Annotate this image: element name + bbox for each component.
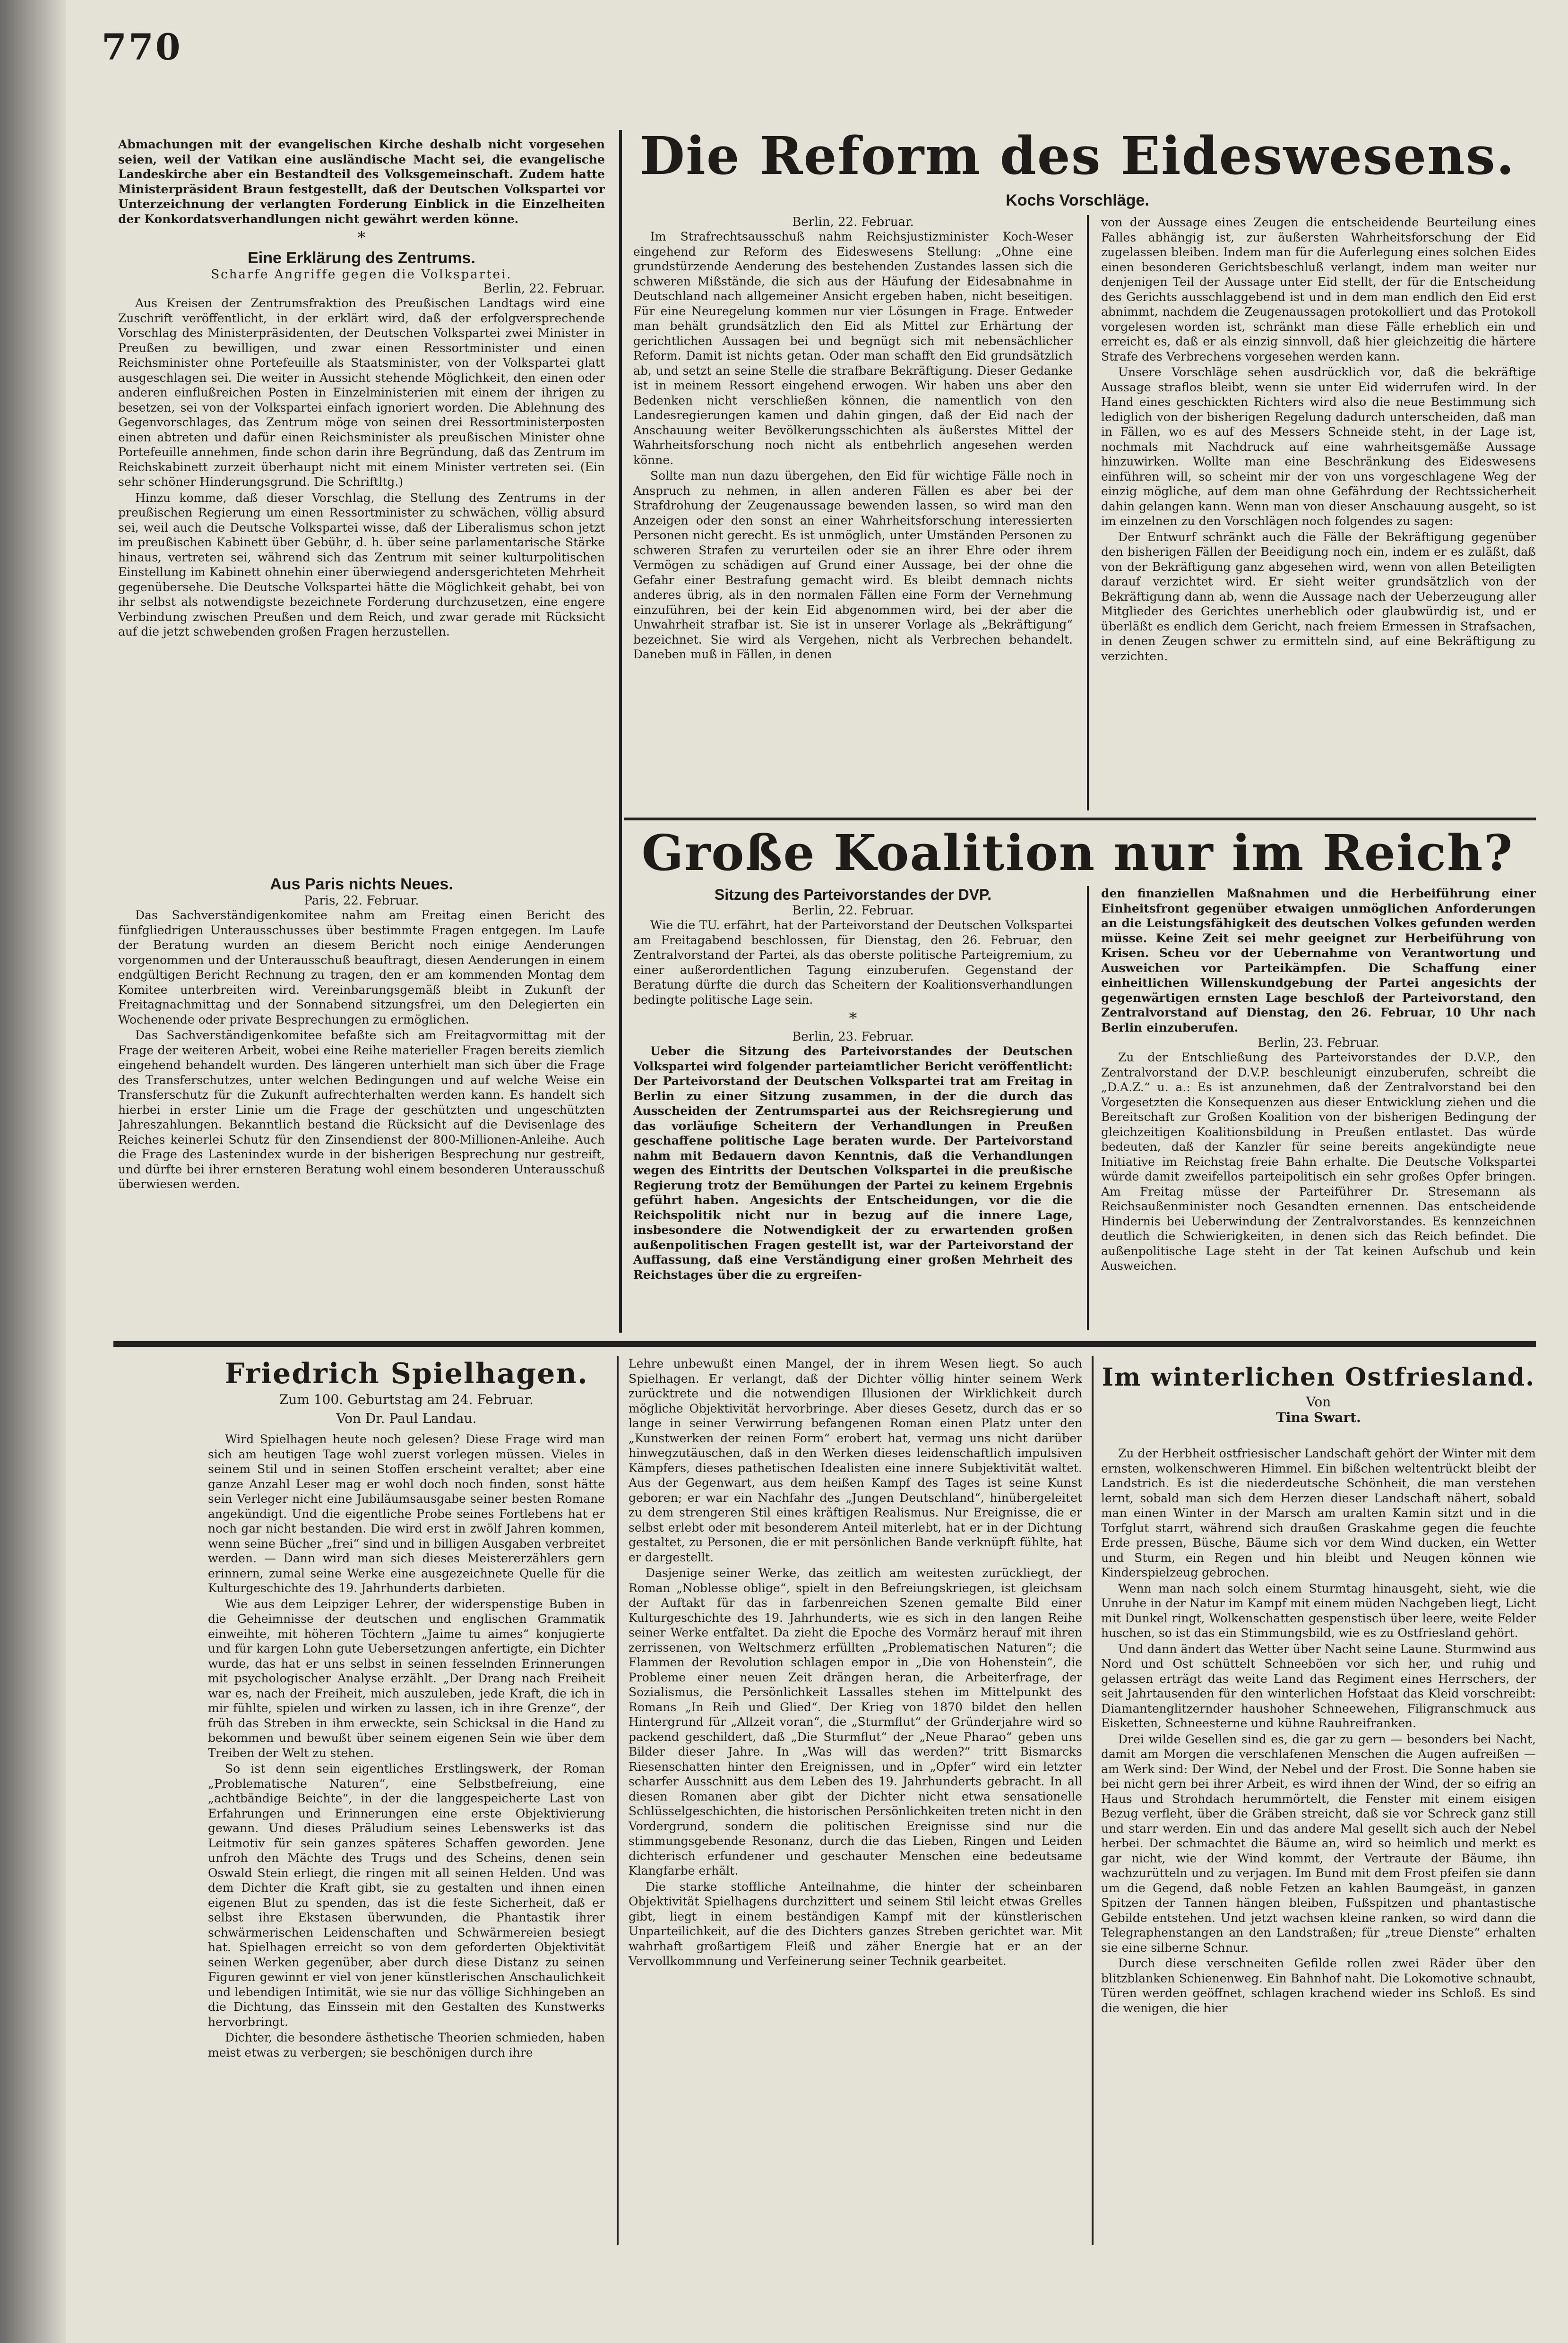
separator-star: * xyxy=(357,228,366,247)
page-number: 770 xyxy=(102,26,182,68)
ost-author: Tina Swart. xyxy=(1276,1410,1361,1425)
koal-title: Große Koalition nur im Reich? xyxy=(641,824,1514,882)
eid-body-2: von der Aussage eines Zeugen die entscheidende Beurteilung eines Falles abhängig ist, zur äußersten Wahrheitsforschung der Eid zugelassen bleiben. Indem man für die Auferlegung eines solchen Eides einen besonderen Gerichtsbeschluß verlangt, indem man weiter nur denjenigen Teil der Aussage unter Eid stellt, der für die Entscheidung des Gerichts ausschlaggebend ist und in dem man endlich den Eid erst abnimmt, nachdem die Zeugenaussagen protokolliert und das Protokoll vorgelesen worden ist, schränkt man diese Fälle erheblich ein und erreicht es, daß er als einzig sinnvoll, daß hier gleichzeitig die härtere Strafe des Verbrechens vorgesehen werden kann. Unsere Vorschläge sehen ausdrücklich vor, daß die bekräftige Aussage straflos bleibt, wenn sie unter Eid widerrufen wird. In der Hand eines geschickten Richters wird also die neue Bestimmung sich lediglich von der bisherigen Regelung dadurch unterscheiden, daß man in Fällen, wo es auf des Messers Schneide steht, in der Lage ist, nochmals mit Nachdruck auf eine wahrheitsgemäße Aussage hinzuwirken. Wollte man eine Beschränkung des Eideswesens einführen will, so scheint mir der von uns vorgeschlagene Weg der einzig mögliche, auf dem man ohne Gefährdung der Rechtssicherheit dahin gelangen kann. Wenn man von dieser Anschauung ausgeht, so ist im einzelnen zu den Vorschlägen noch folgendes zu sagen: Der Entwurf schränkt auch die Fälle der Bekräftigung gegenüber den bisherigen Fällen der Beeidigung noch ein, indem er es zuläßt, daß von der Bekräftigung ganz abgesehen wird, wenn von allen Beteiligten darauf verzichtet wird. Er sieht weiter grundsätzlich von der Bekräftigung dann ab, wenn die Aussage nach der Ueberzeugung aller Mitglieder des Gerichtes unerheblich oder glaubwürdig ist, und er überläßt es endlich dem Gericht, nach freiem Ermessen in Strafsachen, in denen Zeugen schwer zu ermitteln sind, auf eine Bekräftigung zu verzichten. xyxy=(1101,215,1536,663)
section-rule-feuilleton xyxy=(113,1341,1536,1347)
separator-star: * xyxy=(849,1009,857,1028)
spiel-body-2: Lehre unbewußt einen Mangel, der in ihrem Wesen liegt. So auch Spielhagen. Er verlangt, daß der Dichter völlig hinter seinem Werk zurücktrete und die notwendigen Illusionen der Wirklichkeit durch mögliche Objektivität hervorbringe. Aber dieses Gesetz, durch das er so lange in seiner Verwirrung befangenen Roman einen Platz unter den „Kunstwerken der reinen Form“ erobert hat, vermag uns nicht darüber hinwegzutäuschen, daß in den Werken dieses leidenschaftlich impulsiven Kämpfers, dieses pathetischen Idealisten eine innere Subjektivität waltet. Aus der Gegenwart, aus dem heißen Kampf des Tages ist seine Kunst geboren; er war ein Nachfahr des „Jungen Deutschland“, hinübergeleitet zu dem strengeren Stil eines kräftigen Realismus. Nur Ereignisse, die er selbst erlebt oder mit besonderem Anteil miterlebt, hat er in der Dichtung gestaltet, zu Personen, die er mit persönlichen Bande verknüpft fühlte, hat er dargestellt. Dasjenige seiner Werke, das zeitlich am weitesten zurückliegt, der Roman „Noblesse oblige“, spielt in den Befreiungskriegen, ist gleichsam der Auftakt für das in farbenreichen Szenen gemalte Bild einer Kulturgeschichte des 19. Jahrhunderts, wie es sich in den langen Reihe seiner Werke entfaltet. Da zieht die Epoche des Vormärz herauf mit ihren zerrissenen, von Weltschmerz erfüllten „Problematischen Naturen“; die Flammen der Revolution schlagen empor in „Die von Hohenstein“, die Probleme einer neuen Zeit drängen heran, die Arbeiterfrage, der Sozialismus, die Persönlichkeit Lassalles stehen im Mittelpunkt des Romans „In Reih und Glied“. Der Krieg von 1870 bildet den hellen Hintergrund für „Allzeit voran“, die „Sturmflut“ der Gründerjahre wird so packend geschildert, daß „Die Sturmflut“ der „Neue Pharao“ geben uns Bilder dieser Jahre. In „Was will das werden?“ tritt Bismarcks Riesenschatten hinter den Ereignissen, und in „Opfer“ wird ein letzter scharfer Ausschnitt aus dem Leben des 19. Jahrhunderts gebracht. In all diesen Romanen aber gibt der Dichter nicht etwa sensationelle Schlüsselgeschichten, die historischen Persönlichkeiten treten nicht in den Vordergrund, sondern die politischen Ereignisse sind nur die stimmungsgebende Resonanz, durch die das Lieben, Ringen und Leiden dichterisch erfundener und geschauter Menschen eine bedeutsame Klangfarbe erhält. Die starke stoffliche Anteilnahme, die hinter der scheinbaren Objektivität Spielhagens durchzittert und seinem Stil leicht etwas Grelles gibt, liegt in einem beständigen Kampf mit der künstlerischen Unparteilichkeit, auf die des Dichters ganzes Streben gerichtet war. Mit wahrhaft großartigem Fleiß und zäher Energie hat er an der Vervollkommnung und Verfeinerung seiner Technik gearbeitet. xyxy=(629,1357,1082,1968)
spiel-body-1: Wird Spielhagen heute noch gelesen? Diese Frage wird man sich am heutigen Tage wohl zuerst vorlegen müssen. Vieles in seinem Stil und in seinen Stoffen erscheint veraltet; aber eine ganze Anzahl Leser mag er wohl doch noch finden, sonst hätte sein Verleger nicht eine Jubiläumsausgabe seiner besten Romane angekündigt. Und die eigentliche Probe seines Fortlebens hat er noch gar nicht bestanden. Die wird erst in zwölf Jahren kommen, wenn seine Bücher „frei“ sind und in billigen Ausgaben verbreitet werden. — Dann wird man sich dieses Meistererzählers gern erinnern, zumal seine Werke eine ausgezeichnete Quelle für die Kulturgeschichte des 19. Jahrhunderts darbieten. Wie aus dem Leipziger Lehrer, der widerspenstige Buben in die Geheimnisse der deutschen und englischen Grammatik einweihte, mit höheren Töchtern „Jaime tu aimes“ konjugierte und für kargen Lohn gute Uebersetzungen anfertigte, ein Dichter wurde, das hat er uns selbst in seinen fesselnden Erinnerungen mit psychologischer Analyse erzählt. „Der Drang nach Freiheit war es, nach der Freiheit, mich auszuleben, jede Kraft, die ich in mir fühlte, spielen und wirken zu lassen, ich in ihre Grenze“, der früh das Streben in ihm erweckte, sein Schicksal in die Hand zu bekommen und bewußt über seinem eigenen Sein wie über dem Treiben der Welt zu stehen. So ist denn sein eigentliches Erstlingswerk, der Roman „Problematische Naturen“, eine Selbstbefreiung, eine „achtbändige Beichte“, in der die langgespeicherte Last von Erfahrungen und Erinnerungen eine erste Objektivierung gewann. Und dieses Präludium seines Lebenswerks ist das Leitmotiv für sein ganzes späteres Schaffen geworden. Jene unfroh den Mächte des Trugs und des Scheins, denen sein Oswald Stein erliegt, die ringen mit all seinen Helden. Und was dem Dichter die Kraft gibt, sie zu gestalten und ihnen einen eigenen Blut zu spenden, das ist die feste Sicherheit, daß er selbst ihre Ekstasen überwunden, die Phantastik ihrer schwärmerischen Leidenschaften und Schwärmereien besiegt hat. Spielhagen erreicht so von dem geforderten Objektivität seinen Werken gegenüber, aber durch diese Distanz zu seinen Figuren gewinnt er viel von jener künstlerischen Anschaulichkeit und lebendigen Intimität, wie sie nur das völlige Sichhingeben an die Dichtung, das Einssein mit den Gestalten des Kunstwerks hervorbringt. Dichter, die besondere ästhetische Theorien schmieden, haben meist etwas zu verbergen; sie beschönigen durch ihre xyxy=(208,1432,605,2059)
spiel-title: Friedrich Spielhagen. xyxy=(224,1357,588,1390)
paris-dateline: Paris, 22. Februar. xyxy=(304,894,419,908)
ost-title: Im winterlichen Ostfriesland. xyxy=(1102,1363,1535,1392)
koal-body-3: den finanziellen Maßnahmen und die Herbeiführung einer Einheitsfront gegenüber etwaigen unmöglichen Anforderungen an die Leistungsfähigkeit des deutschen Volkes gefunden werden müsse. Keine Zeit sei mehr geeignet zur Herbeiführung von Krisen. Scheu vor der Uebernahme von Verantwortung und Ausweichen vor Parteikämpfen. Die Schaffung einer einheitlichen Willenskundgebung der Partei angesichts der gegenwärtigen ernsten Lage beschloß der Parteivorstand, den Zentralvorstand auf Dienstag, den 26. Februar, 10 Uhr nach Berlin einzuberufen. xyxy=(1101,887,1536,1034)
spiel-author: Von Dr. Paul Landau. xyxy=(336,1411,477,1426)
paris-body: Das Sachverständigenkomitee nahm am Freitag einen Bericht des fünfgliedrigen Unterausschusses über bestimmte Fragen entgegen. Im Laufe der Beratung wurden an diesem Bericht noch einige Aenderungen vorgenommen und der Unterausschuß beauftragt, diesen Aenderungen in einem endgültigen Bericht Rechnung zu tragen, den er am kommenden Montag dem Komitee unterbreiten wird. Vereinbarungsgemäß bleibt in Zukunft der Freitagnachmittag und der Sonnabend sitzungsfrei, um den Delegierten ein Wochenende oder private Besprechungen zu ermöglichen. Das Sachverständigenkomitee befaßte sich am Freitagvormittag mit der Frage der weiteren Arbeit, wobei eine Reihe materieller Fragen bereits ziemlich eingehend behandelt wurden. Des längeren unterhielt man sich über die Frage des Transferschutzes, unter welchen Bedingungen und auf welche Weise ein Transferschutz für die Zukunft aufrechterhalten werden kann. Es handelt sich hierbei in erster Linie um die Frage der geschützten und ungeschützten Jahreszahlungen. Bekanntlich bestand die Rücksicht auf die Devisenlage des Reiches keinerlei Schutz für den Zinsendienst der 800-Millionen-Anleihe. Auch die Frage des Lastenindex wurde in der bisherigen Besprechung nur gestreift, und dürfte bei ihrer ernsteren Beratung wohl einem besonderen Unterausschuß überwiesen werden. xyxy=(118,908,605,1191)
section-rule-koalition xyxy=(624,818,1536,820)
eid-dateline: Berlin, 22. Februar. xyxy=(792,215,914,229)
koal-body-2: Ueber die Sitzung des Parteivorstandes der Deutschen Volkspartei wird folgender parteiamtlicher Bericht veröffentlicht: Der Parteivorstand der Deutschen Volkspartei trat am Freitag in Berlin zu einer Sitzung zusammen, in der die durch das Ausscheiden der Zentrumspartei aus der Reichsregierung und das vorläufige Scheitern der Verhandlungen in Preußen geschaffene politische Lage beraten wurde. Der Parteivorstand nahm mit Bedauern davon Kenntnis, daß die Verhandlungen wegen des Eintritts der Deutschen Volkspartei in die preußische Regierung trotz der Bemühungen der Partei zu keinem Ergebnis geführt haben. Angesichts der Entscheidungen, vor die die Reichspolitik nicht nur in bezug auf die innere Lage, insbesondere die Notwendigkeit der zu erwartenden großen außenpolitischen Fragen gestellt ist, war der Parteivorstand der Auffassung, daß eine Verständigung einer großen Mehrheit des Reichstages über die zu ergreifen- xyxy=(633,1044,1073,1282)
ost-von: Von xyxy=(1306,1394,1331,1410)
eid-title: Die Reform des Eideswesens. xyxy=(639,125,1516,186)
ost-column xyxy=(1101,1446,1536,2245)
eid-column-1 xyxy=(633,215,1073,815)
ost-body: Zu der Herbheit ostfriesischer Landschaft gehört der Winter mit dem ernsten, wolkenschweren Himmel. Ein bißchen weltentrückt bleibt der Landstrich. Es ist die niederdeutsche Schönheit, die man verstehen lernt, sobald man sich dem Herzen dieser Landschaft nähert, sobald man einen Winter in der Marsch am uralten Kamin sitzt und in die Torfglut starrt, während sich draußen Graskahme gegen die feuchte Erde pressen, Büsche, Bäume sich vor dem Wind ducken, ein Wetter und Sturm, ein Regen und hin bleibt und Neugen können wie Kinderspielzeug gebrochen. Wenn man nach solch einem Sturmtag hinausgeht, sieht, wie die Unruhe in der Natur im Kampf mit einem müden Nachgeben liegt, Licht mit Dunkel ringt, Wolkenschatten gespenstisch über leere, weite Felder huschen, so ist das ein Stimmungsbild, wie es zu Ostfriesland gehört. Und dann ändert das Wetter über Nacht seine Laune. Sturmwind aus Nord und Ost schüttelt Schneeböen vor sich her, und ruhig und gelassen erträgt das weite Land das Regiment eines Herrschers, der seit Jahrtausenden für den winterlichen Hofstaat das Kleid vorschreibt: Diamantenglitzernder haushoher Schneewehen, Filigranschmuck aus Eisketten, Schneesterne und kühne Rauhreifranken. Drei wilde Gesellen sind es, die gar zu gern — besonders bei Nacht, damit am Morgen die verschlafenen Menschen die Augen aufreißen — am Werk sind: Der Wind, der Nebel und der Frost. Die Sonne haben sie bei nicht gern bei ihrer Arbeit, es wird ihnen der Wind, der so eifrig an Haus und Strohdach herummörtelt, die Fenster mit einem eisigen Bezug verfleht, über die Gräben streicht, daß sie vor Schreck ganz still und starr werden. Ein und das andere Mal gesellt sich auch der Nebel herbei. Der schmachtet die Bäume an, wird so heimlich und merkt es gar nicht, wie der Wind kommt, der Vertraute der Bäume, ihn wachzurütteln und zu verjagen. Im Bund mit dem Frost pfeifen sie dann um die Gegend, daß noble Fetzen an kahlen Baumgeäst, in ganzen Spitzen der Tannen hängen bleiben, Fußspitzen und phantastische Gebilde entstehen. Und jetzt wachsen kleine ranken, so wird dann die Telegraphenstangen an den Landstraßen; für „treue Dienste“ erhalten sie eine silberne Schnur. Durch diese verschneiten Gefilde rollen zwei Räder über den blitzblanken Schienenweg. Ein Bahnhof naht. Die Lokomotive schnaubt, Türen werden geöffnet, schlagen krachend wieder ins Schloß. Es sind die wenigen, die hier xyxy=(1101,1447,1536,2015)
column-rule-spiel xyxy=(617,1356,619,2245)
column-rule-eid xyxy=(1087,215,1089,810)
zentrum-subtitle: Scharfe Angriffe gegen die Volkspartei. xyxy=(211,267,512,282)
spiel-header xyxy=(208,1356,605,1408)
spiel-column-1 xyxy=(208,1432,605,2245)
koal-header xyxy=(633,822,1522,888)
paris-article xyxy=(118,875,605,1329)
eid-subheader xyxy=(633,191,1522,215)
paris-title: Aus Paris nichts Neues. xyxy=(270,875,453,893)
koal-column-2 xyxy=(1101,886,1536,1333)
left-column xyxy=(118,137,605,874)
zentrum-body: Aus Kreisen der Zentrumsfraktion des Preußischen Landtags wird eine Zuschrift veröffentlicht, in der erklärt wird, daß der erfolgversprechende Vorschlag des Ministerpräsidenten, der Deutschen Volkspartei zwei Minister in Preußen zu bewilligen, und zwar einen Ressortminister und einen Reichsminister ohne Portefeuille als Staatsminister, von der Volkspartei glatt ausgeschlagen sei. Die weiter in Aussicht stehende Möglichkeit, den einen oder anderen einflußreichen Posten in Einzelministerien mit einem der ihrigen zu besetzen, sei von der Volkspartei einfach ignoriert worden. Die Ablehnung des Gegenvorschlages, das Zentrum möge von seinen drei Ressortministerposten einen abtreten und dafür einen Reichsminister als preußischen Minister ohne Portefeuille annehmen, finde schon darin ihre Begründung, daß das Zentrum im Reichskabinett zurzeit überhaupt nicht mit einem Minister vertreten sei. (Ein sehr schöner Hinderungsgrund. Die Schriftltg.) Hinzu komme, daß dieser Vorschlag, die Stellung des Zentrums in der preußischen Regierung um einen Ressortminister zu schwächen, völlig absurd sei, weil auch die Deutsche Volkspartei wisse, daß der Liberalismus schon jetzt im preußischen Kabinett über Gebühr, d. h. über seine parlamentarische Stärke hinaus, vertreten sei, während sich das Zentrum mit seiner kulturpolitischen Einstellung im Kabinett ohnehin einer überwiegend andersgerichteten Mehrheit gegenübersehe. Die Deutsche Volkspartei hätte die Möglichkeit gehabt, bei von ihr selbst als notwendigste bezeichnete Forderung durchzusetzen, eine engere Verbindung zwischen Preußen und dem Reich, und zwar gerade mit Rücksicht auf die jetzt schwebenden großen Fragen herzustellen. xyxy=(118,296,605,638)
binding-gutter xyxy=(0,0,66,2343)
koal-dateline-1: Berlin, 22. Februar. xyxy=(792,904,914,918)
spiel-subtitle: Zum 100. Geburtstag am 24. Februar. xyxy=(279,1392,534,1407)
spiel-column-2 xyxy=(629,1356,1082,2245)
zentrum-dateline: Berlin, 22. Februar. xyxy=(483,282,605,296)
koal-body-4: Zu der Entschließung des Parteivorstandes der D.V.P., den Zentralvorstand der D.V.P. beschleunigt einzuberufen, schreibt die „D.A.Z.“ u. a.: Es ist anzunehmen, daß der Zentralvorstand bei den Vorgesetzten die Konsequenzen aus dieser Entwicklung ziehen und die Bereitschaft zur Großen Koalition von der bisherigen Bedingung der gleichzeitigen Koalitionsbildung in Preußen entlastet. Das würde bedeuten, daß der Kanzler für seine bereits angekündigte neue Initiative im Reichstag freie Bahn erhalte. Die Deutsche Volkspartei würde damit zweifellos parteipolitisch ein sehr großes Opfer bringen. Am Freitag müsse der Parteiführer Dr. Stresemann als Reichsaußenminister noch Gesandten ernennen. Das entscheidende Hindernis bei Ueberwindung der Zentralvorstandes. Es kennzeichnen deutlich die Schwierigkeiten, in denen sich das Reich befindet. Die außenpolitische Lage steht in der Tat keinen Aufschub und kein Ausweichen. xyxy=(1101,1051,1536,1273)
koal-dateline-3: Berlin, 23. Februar. xyxy=(1258,1036,1379,1050)
spiel-author-block xyxy=(208,1411,605,1432)
eid-subtitle: Kochs Vorschläge. xyxy=(1006,191,1149,209)
koal-body-1: Wie die TU. erfährt, hat der Parteivorstand der Deutschen Volkspartei am Freitagabend beschlossen, für Dienstag, den 26. Februar, den Zentralvorstand der Partei, als das oberste politische Parteigremium, zu einer außerordentlichen Tagung einzuberufen. Gegenstand der Beratung dürfte die durch das Scheitern der Koalitionsverhandlungen bedingte politische Lage sein. xyxy=(633,918,1073,1007)
eid-body-1: Im Strafrechtsausschuß nahm Reichsjustizminister Koch-Weser eingehend zur Reform des Eideswesens Stellung: „Ohne eine grundstürzende Aenderung des bestehenden Zustandes lassen sich die schweren Mißstände, die sich aus der Häufung der Eidesabnahme in Deutschland nach allgemeiner Ansicht ergeben haben, nicht beseitigen. Für eine Neuregelung kommen nur vier Lösungen in Frage. Entweder man behält grundsätzlich den Eid als Mittel zur Erhärtung der gerichtlichen Aussagen bei und begnügt sich mit nebensächlicher Reform. Damit ist nichts getan. Oder man schafft den Eid grundsätzlich ab, und setzt an seine Stelle die strafbare Bekräftigung. Dieser Gedanke ist in meinem Ressort eingehend erwogen. Wir haben uns aber den Bedenken nicht verschließen können, die namentlich von den Landesregierungen kamen und dahin gingen, daß der Eid nach der Anschauung weiter Bevölkerungsschichten als äußerstes Mittel der Wahrheitsforschung noch nicht als entbehrlich angesehen werden könne. Sollte man nun dazu übergehen, den Eid für wichtige Fälle noch in Anspruch zu nehmen, in allen anderen Fällen es aber bei der Strafdrohung der Zeugenaussage bewenden lassen, so wird man den Anzeigen oder den sonst an einer Wahrheitsforschung interessierten Personen nicht gerecht. Es ist unmöglich, unter Umständen Personen zu schweren Strafen zu verurteilen oder sie an ihrer Ehre oder ihrem Vermögen zu schädigen auf Grund einer Aussage, bei der ohne die Gefahr einer Bestrafung gemacht wird. Es bleibt demnach nichts anderes übrig, als in den normalen Fällen eine Form der Vernehmung einzuführen, bei der kein Eid abgenommen wird, bei der aber die Unwahrheit strafbar ist. Sie ist in unserer Vorlage als „Bekräftigung“ bezeichnet. Sie wird als Vergehen, nicht als Verbrechen behandelt. Daneben muß in Fällen, in denen xyxy=(633,230,1073,661)
column-rule-left xyxy=(619,130,622,1333)
column-rule-ost xyxy=(1092,1356,1094,2245)
ost-header xyxy=(1101,1361,1536,1441)
column-rule-koal xyxy=(1087,886,1089,1330)
koal-subtitle: Sitzung des Parteivorstandes der DVP. xyxy=(714,886,992,903)
eid-header xyxy=(633,125,1522,196)
intro-paragraph: Abmachungen mit der evangelischen Kirche deshalb nicht vorgesehen seien, weil der Vatikan eine ausländische Macht sei, die evangelische Landeskirche aber ein Bestandteil des Volksgemeinschaft. Zudem hatte Ministerpräsident Braun festgestellt, daß der Deutschen Volkspartei vor Unterzeichnung der verlangten Forderung Einblick in die Einzelheiten der Konkordatsverhandlungen nicht gewährt werden könne. xyxy=(118,138,605,226)
zentrum-title: Eine Erklärung des Zentrums. xyxy=(248,249,475,267)
koal-column-1 xyxy=(633,886,1073,1333)
eid-column-2 xyxy=(1101,215,1536,815)
koal-dateline-2: Berlin, 23. Februar. xyxy=(792,1030,914,1044)
